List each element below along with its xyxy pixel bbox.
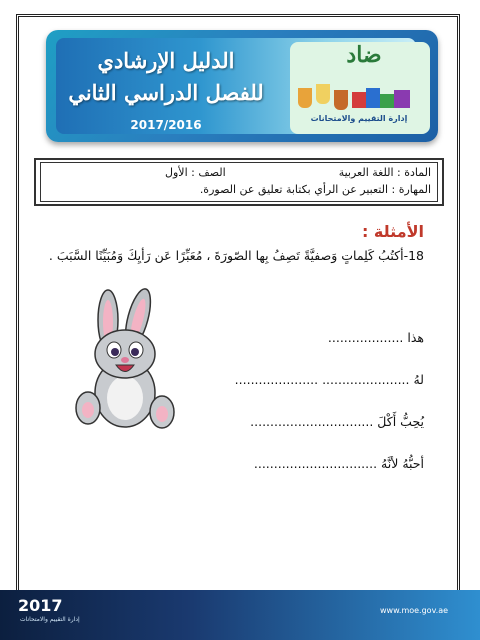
footer-bar	[0, 590, 480, 640]
examples-heading: الأمثلة :	[361, 222, 424, 241]
skill-row	[200, 183, 431, 196]
books-icon	[350, 84, 414, 110]
department-name: إدارة التقييم والامتحانات	[310, 114, 408, 123]
flask-icon	[298, 88, 312, 108]
grade-row	[165, 166, 226, 179]
footer-department: إدارة التقييم والامتحانات	[20, 616, 80, 623]
grade-value: الأول	[165, 166, 188, 179]
subject-row	[339, 166, 431, 179]
flask-icon	[334, 90, 348, 110]
grade-label: الصف :	[191, 166, 226, 179]
bunny-illustration	[70, 288, 180, 438]
semester-title: للفصل الدراسي الثاني	[68, 80, 264, 105]
answer-line-2: لهُ ...................... .....................	[234, 372, 424, 387]
subject-label: المادة :	[397, 166, 431, 179]
dhad-logo: ضاد	[346, 42, 382, 68]
answer-line-4: أحبُّهُ لأنَّهُ ...............................	[253, 456, 424, 471]
flask-icon	[316, 84, 330, 104]
skill-label: المهارة :	[391, 183, 431, 196]
guide-title: الدليل الإرشادي	[97, 48, 235, 73]
question-text: 18-أكتُبُ كَلِماتٍ وَصفيَّةً تَصِفُ بِها الصّورَةَ ، مُعَبِّرًا عَن رَأيِكَ وَمُبَيِّنًا السَّبَبَ .	[48, 248, 424, 263]
academic-year: 2017/2016	[130, 118, 202, 132]
ministry-url[interactable]: www.moe.gov.ae	[380, 606, 449, 615]
footer-year: 2017	[18, 596, 63, 615]
subject-value: اللغة العربية	[338, 166, 394, 179]
answer-line-1: هذا ...................	[327, 330, 424, 345]
skill-value: التعبير عن الرأي بكتابة تعليق عن الصورة.	[199, 183, 389, 196]
answer-line-3: يُحِبُّ أَكْلَ ...............................	[250, 414, 424, 429]
info-table	[40, 162, 438, 202]
